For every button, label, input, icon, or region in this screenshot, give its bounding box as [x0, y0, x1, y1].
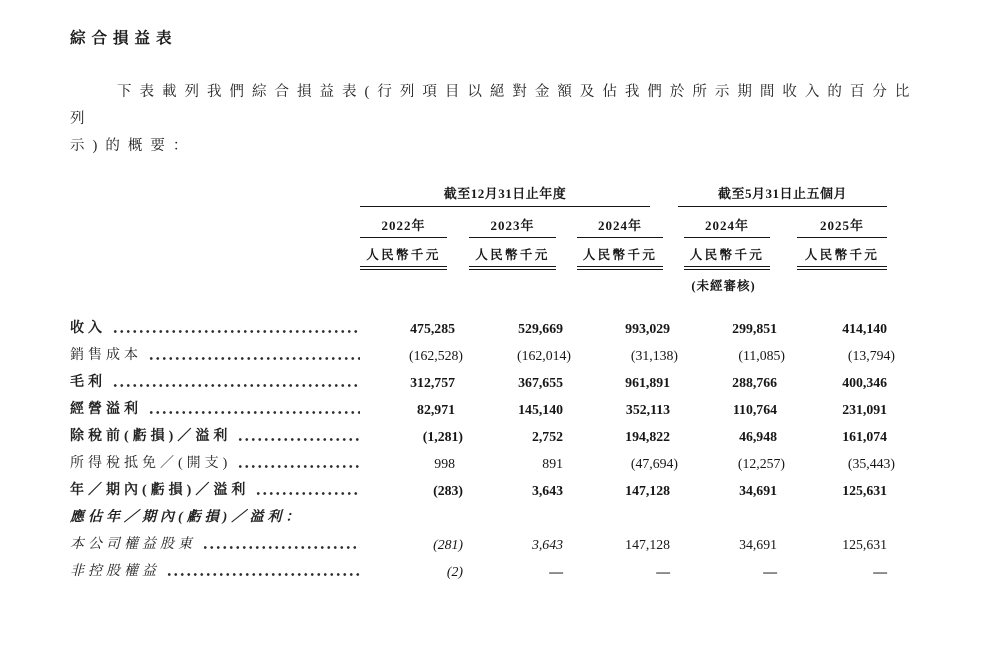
cell-value: (12,257) — [737, 456, 786, 471]
unit-header: 人民幣千元 — [469, 238, 556, 270]
cell-value — [455, 499, 563, 526]
row-label — [70, 526, 360, 553]
cell-value: — — [763, 564, 778, 579]
header-group-row — [70, 183, 887, 207]
cell-value: 529,669 — [518, 321, 563, 336]
row-label — [70, 445, 360, 472]
cell-value: 352,113 — [625, 402, 671, 417]
cell-value: — — [873, 564, 888, 579]
cell-value: 3,643 — [531, 483, 563, 498]
cell-value: — — [549, 564, 563, 579]
row-label-text: 銷售成本 — [70, 348, 142, 363]
cell-value: (35,443) — [847, 456, 896, 471]
header-empty-cell — [70, 238, 360, 270]
header-note-row — [70, 270, 887, 294]
cell-value: (283) — [433, 483, 463, 498]
cell-value — [777, 499, 887, 526]
column-group-annual — [360, 183, 670, 207]
dot-leader — [166, 572, 360, 577]
row-label-text: 所得稅抵免／(開支) — [70, 456, 232, 471]
cell-value: 110,764 — [732, 402, 778, 417]
table-row — [70, 391, 887, 418]
cell-value: (13,794) — [847, 348, 896, 363]
year-header-2024: 2024年 — [577, 207, 663, 238]
cell-value: 961,891 — [625, 375, 671, 390]
cell-value — [670, 499, 777, 526]
table-row — [70, 337, 887, 364]
cell-value: 147,128 — [625, 483, 671, 498]
page-title: 綜合損益表 — [70, 30, 178, 47]
cell-value: 125,631 — [842, 483, 888, 498]
column-group-interim-label: 截至5月31日止五個月 — [678, 183, 887, 207]
unaudited-note: (未經審核) — [691, 279, 756, 293]
row-label — [70, 553, 360, 580]
page-content — [70, 26, 932, 580]
cell-value: 82,971 — [417, 402, 455, 417]
row-label — [70, 418, 360, 445]
table-body — [70, 294, 896, 580]
cell-value: 312,757 — [410, 375, 455, 390]
dot-leader — [237, 437, 360, 442]
cell-value: (47,694) — [630, 456, 679, 471]
cell-value — [360, 499, 455, 526]
cell-value: (281) — [433, 537, 463, 552]
cell-value: 891 — [542, 456, 563, 471]
row-label — [70, 499, 360, 526]
dot-leader — [112, 329, 360, 334]
cell-value: 3,643 — [531, 537, 563, 552]
year-header-2024-interim: 2024年 — [684, 207, 770, 238]
cell-value: 288,766 — [732, 375, 778, 390]
cell-value: 299,851 — [732, 321, 778, 336]
header-empty-cell — [70, 270, 670, 294]
cell-value: 34,691 — [739, 483, 778, 498]
cell-value: 367,655 — [518, 375, 563, 390]
cell-value: (162,014) — [516, 348, 571, 363]
cell-value: — — [656, 564, 671, 579]
row-label — [70, 337, 360, 364]
unit-header: 人民幣千元 — [797, 238, 887, 270]
cell-value: 400,346 — [842, 375, 888, 390]
cell-value: 125,631 — [842, 537, 888, 552]
row-label-text: 收入 — [70, 321, 106, 336]
dot-leader — [202, 545, 360, 550]
dot-leader — [255, 491, 360, 496]
cell-value: 145,140 — [518, 402, 563, 417]
header-year-row — [70, 207, 887, 238]
row-label-text: 非控股權益 — [70, 564, 160, 579]
row-label — [70, 391, 360, 418]
cell-value: (11,085) — [738, 348, 786, 363]
table-row — [70, 526, 887, 553]
row-label-text: 除稅前(虧損)／溢利 — [70, 429, 232, 444]
cell-value: 194,822 — [625, 429, 671, 444]
row-label-text: 應佔年／期內(虧損)／溢利： — [70, 510, 304, 525]
year-header-2025: 2025年 — [797, 207, 887, 238]
table-row — [70, 364, 887, 391]
intro-line-2: 示)的概要： — [70, 138, 196, 154]
table-row — [70, 418, 887, 445]
dot-leader — [148, 356, 360, 361]
column-group-interim — [670, 183, 887, 207]
cell-value: (31,138) — [630, 348, 679, 363]
table-row — [70, 499, 887, 526]
column-group-annual-label: 截至12月31日止年度 — [360, 183, 650, 207]
unit-header: 人民幣千元 — [684, 238, 770, 270]
intro-paragraph — [70, 79, 932, 160]
row-label-text: 毛利 — [70, 375, 106, 390]
year-header-2023: 2023年 — [469, 207, 556, 238]
cell-value: (162,528) — [408, 348, 463, 363]
table-row — [70, 472, 887, 499]
row-label-text: 本公司權益股東 — [70, 537, 196, 552]
table-row — [70, 294, 887, 337]
cell-value: (1,281) — [422, 429, 463, 444]
table-row — [70, 445, 887, 472]
dot-leader — [148, 410, 360, 415]
unit-header: 人民幣千元 — [360, 238, 447, 270]
cell-value: 46,948 — [739, 429, 778, 444]
header-empty-cell — [777, 270, 887, 294]
cell-value: 414,140 — [842, 321, 888, 336]
cell-value: (2) — [446, 564, 463, 579]
income-statement-table — [70, 183, 896, 580]
cell-value: 475,285 — [410, 321, 455, 336]
row-label-text: 經營溢利 — [70, 402, 142, 417]
unit-header: 人民幣千元 — [577, 238, 663, 270]
cell-value: 231,091 — [842, 402, 888, 417]
table-row — [70, 553, 887, 580]
cell-value: 161,074 — [842, 429, 888, 444]
cell-value — [563, 499, 670, 526]
cell-value: 34,691 — [739, 537, 778, 552]
cell-value: 993,029 — [625, 321, 671, 336]
year-header-2022: 2022年 — [360, 207, 447, 238]
header-empty-cell — [70, 183, 360, 207]
row-label-text: 年／期內(虧損)／溢利 — [70, 483, 250, 498]
row-label — [70, 364, 360, 391]
row-label — [70, 472, 360, 499]
dot-leader — [112, 383, 360, 388]
header-empty-cell — [70, 207, 360, 238]
cell-value: 147,128 — [625, 537, 671, 552]
cell-value: 998 — [434, 456, 455, 471]
table-header — [70, 183, 887, 294]
cell-value: 2,752 — [531, 429, 563, 444]
row-label — [70, 294, 360, 337]
dot-leader — [237, 464, 360, 469]
header-unit-row — [70, 238, 887, 270]
intro-line-1: 下表載列我們綜合損益表(行列項目以絕對金額及佔我們於所示期間收入的百分比列 — [70, 84, 918, 127]
